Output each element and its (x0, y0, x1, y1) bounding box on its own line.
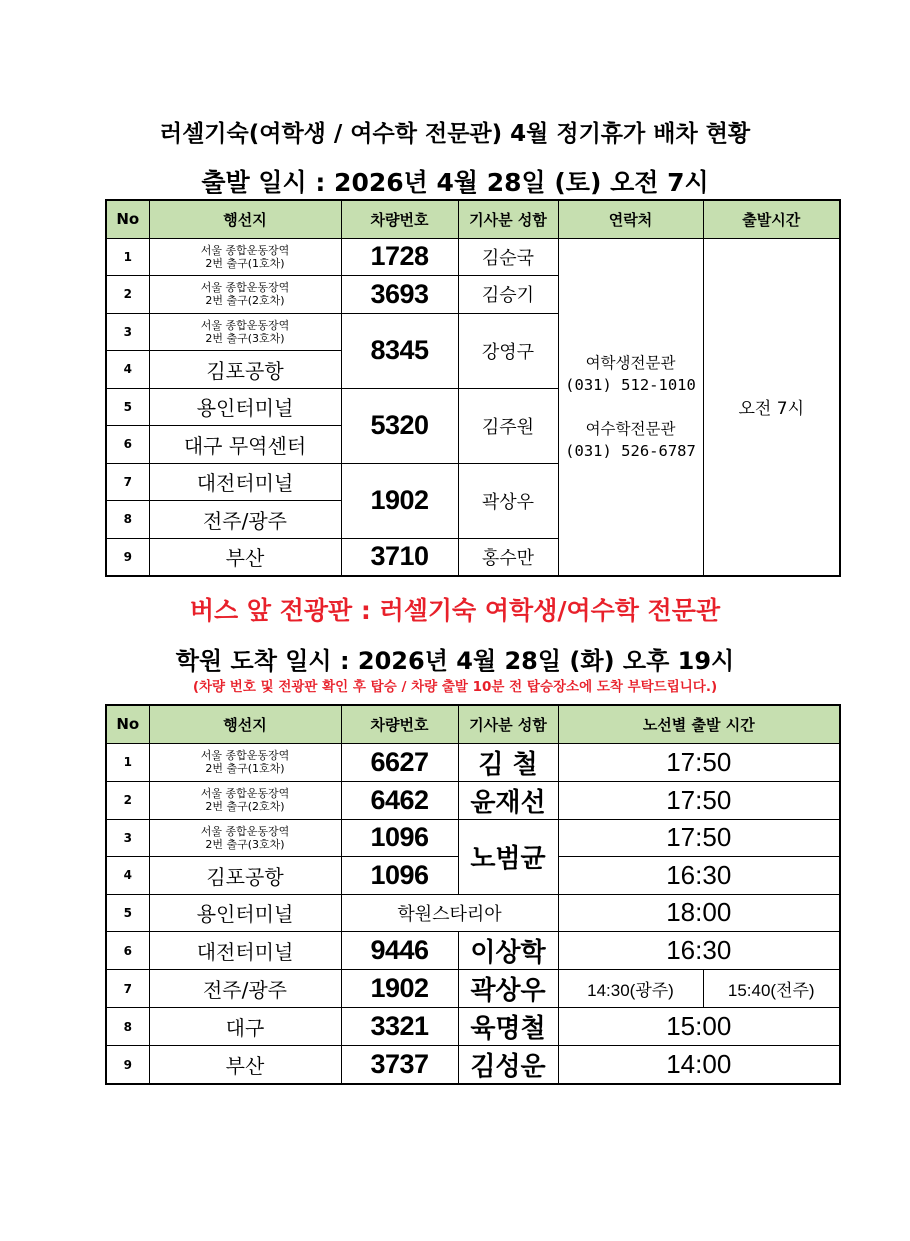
row-destination (149, 313, 341, 351)
header-driver: 기사분 성함 (458, 200, 558, 238)
row-no: 6 (106, 932, 149, 970)
header-contact: 연락처 (558, 200, 703, 238)
row-driver: 김성운 (458, 1046, 558, 1085)
row-no: 7 (106, 970, 149, 1008)
arrival-datetime: 학원 도착 일시 : 2026년 4월 28일 (화) 오후 19시 (175, 647, 735, 675)
row-destination (149, 238, 341, 276)
row-car-number: 6627 (341, 743, 458, 781)
row-driver: 노범균 (458, 819, 558, 894)
header-no: No (106, 200, 149, 238)
table-row (106, 1008, 840, 1046)
row-no: 6 (106, 426, 149, 464)
contact-cell (558, 238, 703, 576)
row-vehicle-text: 학원스타리아 (341, 894, 558, 932)
row-driver: 육명철 (458, 1008, 558, 1046)
row-driver: 김주원 (458, 388, 558, 463)
row-driver: 곽상우 (458, 463, 558, 538)
row-destination (149, 743, 341, 781)
row-no: 2 (106, 276, 149, 314)
table-row (106, 894, 840, 932)
destination-line: 2번 출구(2호차) (205, 294, 285, 308)
row-destination: 전주/광주 (149, 501, 341, 539)
header-destination: 행선지 (149, 705, 341, 743)
row-destination: 김포공항 (149, 857, 341, 895)
row-no: 7 (106, 463, 149, 501)
row-destination: 용인터미널 (149, 894, 341, 932)
row-car-number: 6462 (341, 781, 458, 819)
row-destination: 대구 (149, 1008, 341, 1046)
row-driver: 홍수만 (458, 538, 558, 576)
row-car-number: 8345 (341, 313, 458, 388)
row-car-number: 1902 (341, 463, 458, 538)
table-row (106, 819, 840, 857)
row-departure-time: 15:00 (558, 1008, 840, 1046)
row-destination: 김포공항 (149, 351, 341, 389)
row-destination: 전주/광주 (149, 970, 341, 1008)
row-car-number: 9446 (341, 932, 458, 970)
row-no: 3 (106, 819, 149, 857)
row-car-number: 3321 (341, 1008, 458, 1046)
row-car-number: 3693 (341, 276, 458, 314)
header-car-number: 차량번호 (341, 200, 458, 238)
row-car-number: 3737 (341, 1046, 458, 1085)
table-row (106, 932, 840, 970)
row-car-number: 5320 (341, 388, 458, 463)
header-route-departure-time: 노선별 출발 시간 (558, 705, 840, 743)
destination-line: 서울 종합운동장역 (200, 318, 290, 332)
contact-name: 여학생전문관 (585, 353, 676, 372)
contact-phone: (031) 512-1010 (565, 375, 696, 394)
row-car-number: 1096 (341, 857, 458, 895)
row-no: 4 (106, 351, 149, 389)
departure-time-cell: 오전 7시 (703, 238, 840, 576)
header-driver: 기사분 성함 (458, 705, 558, 743)
row-driver: 김승기 (458, 276, 558, 314)
bus-display-notice: 버스 앞 전광판 : 러셀기숙 여학생/여수학 전문관 (189, 596, 721, 625)
table-row (106, 970, 840, 1008)
row-no: 5 (106, 894, 149, 932)
row-car-number: 3710 (341, 538, 458, 576)
row-no: 1 (106, 743, 149, 781)
row-departure-time-gwangju: 14:30(광주) (558, 970, 703, 1008)
destination-line: 2번 출구(3호차) (205, 331, 285, 345)
boarding-notice: (차량 번호 및 전광판 확인 후 탑승 / 차량 출발 10분 전 탑승장소에 도착 부탁드립니다.) (192, 679, 718, 695)
row-departure-time: 17:50 (558, 743, 840, 781)
row-no: 4 (106, 857, 149, 895)
row-departure-time: 17:50 (558, 781, 840, 819)
row-departure-time-jeonju: 15:40(전주) (703, 970, 840, 1008)
row-destination: 용인터미널 (149, 388, 341, 426)
header-car-number: 차량번호 (341, 705, 458, 743)
row-departure-time: 16:30 (558, 857, 840, 895)
row-car-number: 1902 (341, 970, 458, 1008)
destination-line: 2번 출구(1호차) (205, 256, 285, 270)
destination-line: 서울 종합운동장역 (200, 243, 290, 257)
row-no: 8 (106, 1008, 149, 1046)
row-driver: 윤재선 (458, 781, 558, 819)
header-departure-time: 출발시간 (703, 200, 840, 238)
row-destination (149, 276, 341, 314)
table-header-row (106, 200, 840, 238)
destination-line: 2번 출구(1호차) (205, 762, 285, 775)
departure-table (105, 199, 841, 577)
row-no: 1 (106, 238, 149, 276)
table-row (106, 743, 840, 781)
row-no: 9 (106, 538, 149, 576)
contact-name: 여수학전문관 (585, 419, 676, 438)
row-driver: 이상학 (458, 932, 558, 970)
row-car-number: 1096 (341, 819, 458, 857)
destination-line: 서울 종합운동장역 (200, 787, 290, 800)
row-destination: 대전터미널 (149, 463, 341, 501)
row-departure-time: 18:00 (558, 894, 840, 932)
row-car-number: 1728 (341, 238, 458, 276)
row-destination: 부산 (149, 538, 341, 576)
return-table (105, 704, 841, 1085)
row-destination: 대전터미널 (149, 932, 341, 970)
departure-datetime: 출발 일시 : 2026년 4월 28일 (토) 오전 7시 (201, 168, 709, 197)
row-driver: 김 철 (458, 743, 558, 781)
table-header-row (106, 705, 840, 743)
row-destination (149, 781, 341, 819)
header-destination: 행선지 (149, 200, 341, 238)
schedule-title: 러셀기숙(여학생 / 여수학 전문관) 4월 정기휴가 배차 현황 (159, 121, 751, 147)
row-departure-time: 17:50 (558, 819, 840, 857)
row-no: 2 (106, 781, 149, 819)
destination-line: 2번 출구(3호차) (205, 837, 285, 851)
row-departure-time: 16:30 (558, 932, 840, 970)
destination-line: 2번 출구(2호차) (205, 800, 285, 813)
row-driver: 곽상우 (458, 970, 558, 1008)
header-no: No (106, 705, 149, 743)
row-driver: 강영구 (458, 313, 558, 388)
row-destination (149, 819, 341, 857)
row-no: 9 (106, 1046, 149, 1085)
contact-phone: (031) 526-6787 (565, 441, 696, 460)
table-row (106, 1046, 840, 1085)
destination-line: 서울 종합운동장역 (200, 749, 290, 762)
table-row (106, 238, 840, 276)
row-destination: 부산 (149, 1046, 341, 1085)
table-row (106, 781, 840, 819)
row-no: 5 (106, 388, 149, 426)
row-departure-time: 14:00 (558, 1046, 840, 1085)
row-destination: 대구 무역센터 (149, 426, 341, 464)
row-driver: 김순국 (458, 238, 558, 276)
row-no: 3 (106, 313, 149, 351)
row-no: 8 (106, 501, 149, 539)
destination-line: 서울 종합운동장역 (200, 281, 290, 295)
destination-line: 서울 종합운동장역 (200, 824, 290, 838)
